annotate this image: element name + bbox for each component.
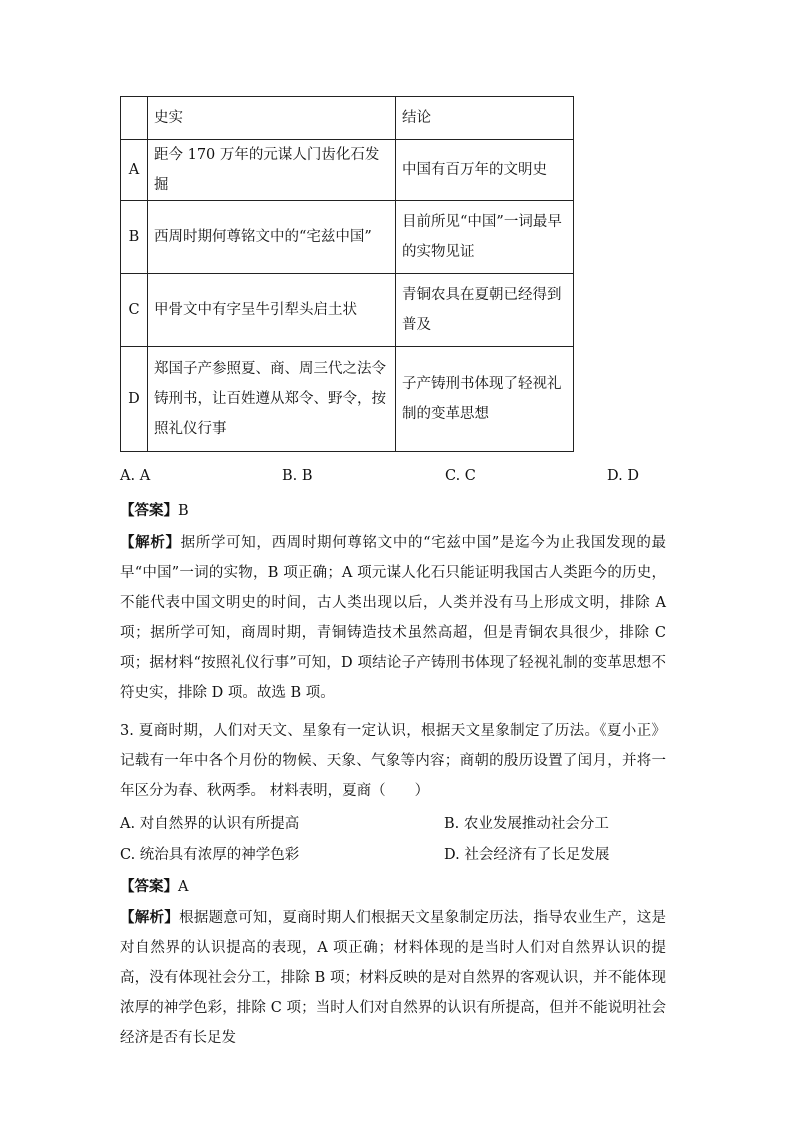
q2-options: [120, 468, 640, 492]
table-row: [121, 140, 574, 201]
table-header-row: [121, 97, 574, 140]
conclusion-cell: 中国有百万年的文明史: [396, 140, 574, 201]
fact-cell: 西周时期何尊铭文中的“宅兹中国”: [148, 201, 396, 274]
fact-cell: 甲骨文中有字呈牛引犁头启土状: [148, 274, 396, 347]
conclusion-cell: 子产铸刑书体现了轻视礼制的变革思想: [396, 347, 574, 452]
q2-answer: [120, 496, 666, 526]
analysis-tag: 【解析】: [120, 909, 180, 926]
answer-value: A: [178, 879, 189, 895]
q3-stem: 3. 夏商时期，人们对天文、星象有一定认识，根据天文星象制定了历法。《夏小正》记载有一年中各个月份的物候、天象、气象等内容；商朝的殷历设置了闰月，并将一年区分为春、秋两季。 材料表明，夏商（ ）: [120, 723, 666, 799]
conclusion-cell: 目前所见“中国”一词最早的实物见证: [396, 201, 574, 274]
table-row: [121, 347, 574, 452]
q3-option-c: C. 统治具有浓厚的神学色彩: [120, 847, 300, 863]
table-header-cell: [121, 97, 148, 140]
table-header-cell: 史实: [148, 97, 396, 140]
q3-answer: [120, 872, 666, 902]
q2-analysis: [120, 528, 666, 708]
row-label: C: [121, 274, 148, 347]
q3-option-b: B. 农业发展推动社会分工: [444, 816, 609, 832]
table-row: [121, 274, 574, 347]
history-facts-table: [120, 96, 574, 452]
q3-option-d: D. 社会经济有了长足发展: [444, 847, 610, 863]
fact-cell: 距今 170 万年的元谋人门齿化石发掘: [148, 140, 396, 201]
q2-option-a: A. A: [120, 468, 151, 484]
row-label: D: [121, 347, 148, 452]
q2-option-b: B. B: [282, 468, 313, 484]
fact-cell: 郑国子产参照夏、商、周三代之法令铸刑书，让百姓遵从郑令、野令，按照礼仪行事: [148, 347, 396, 452]
q2-option-d: D. D: [607, 468, 639, 484]
table-row: [121, 201, 574, 274]
row-label: B: [121, 201, 148, 274]
answer-tag: 【答案】: [120, 878, 178, 895]
analysis-text: 据所学可知，西周时期何尊铭文中的“宅兹中国”是迄今为止我国发现的最早“中国”一词的实物，B 项正确；A 项元谋人化石只能证明我国古人类距今的历史，不能代表中国文明史的时间，古人类出现以后，人类并没有马上形成文明，排除 A 项；据所学可知，商周时期，青铜铸造技术虽然高超，但是青铜农具很少，排除 C 项；据材料“按照礼仪行事”可知，D 项结论子产铸刑书体现了轻视礼制的变革思想不符史实，排除 D 项。故选 B 项。: [120, 535, 667, 701]
row-label: A: [121, 140, 148, 201]
analysis-tag: 【解析】: [120, 534, 181, 551]
answer-value: B: [178, 503, 189, 519]
table-header-cell: 结论: [396, 97, 574, 140]
conclusion-cell: 青铜农具在夏朝已经得到普及: [396, 274, 574, 347]
q3-analysis: [120, 903, 666, 1053]
analysis-text: 根据题意可知，夏商时期人们根据天文星象制定历法，指导农业生产，这是对自然界的认识提高的表现，A 项正确；材料体现的是当时人们对自然界认识的提高，没有体现社会分工，排除 B 项；材料反映的是对自然界的客观认识，并不能体现浓厚的神学色彩，排除 C 项；当时人们对自然界的认识有所提高，但并不能说明社会经济是否有长足发: [120, 910, 667, 1046]
q2-option-c: C. C: [445, 468, 476, 484]
answer-tag: 【答案】: [120, 502, 178, 519]
q3-option-a: A. 对自然界的认识有所提高: [120, 816, 300, 832]
